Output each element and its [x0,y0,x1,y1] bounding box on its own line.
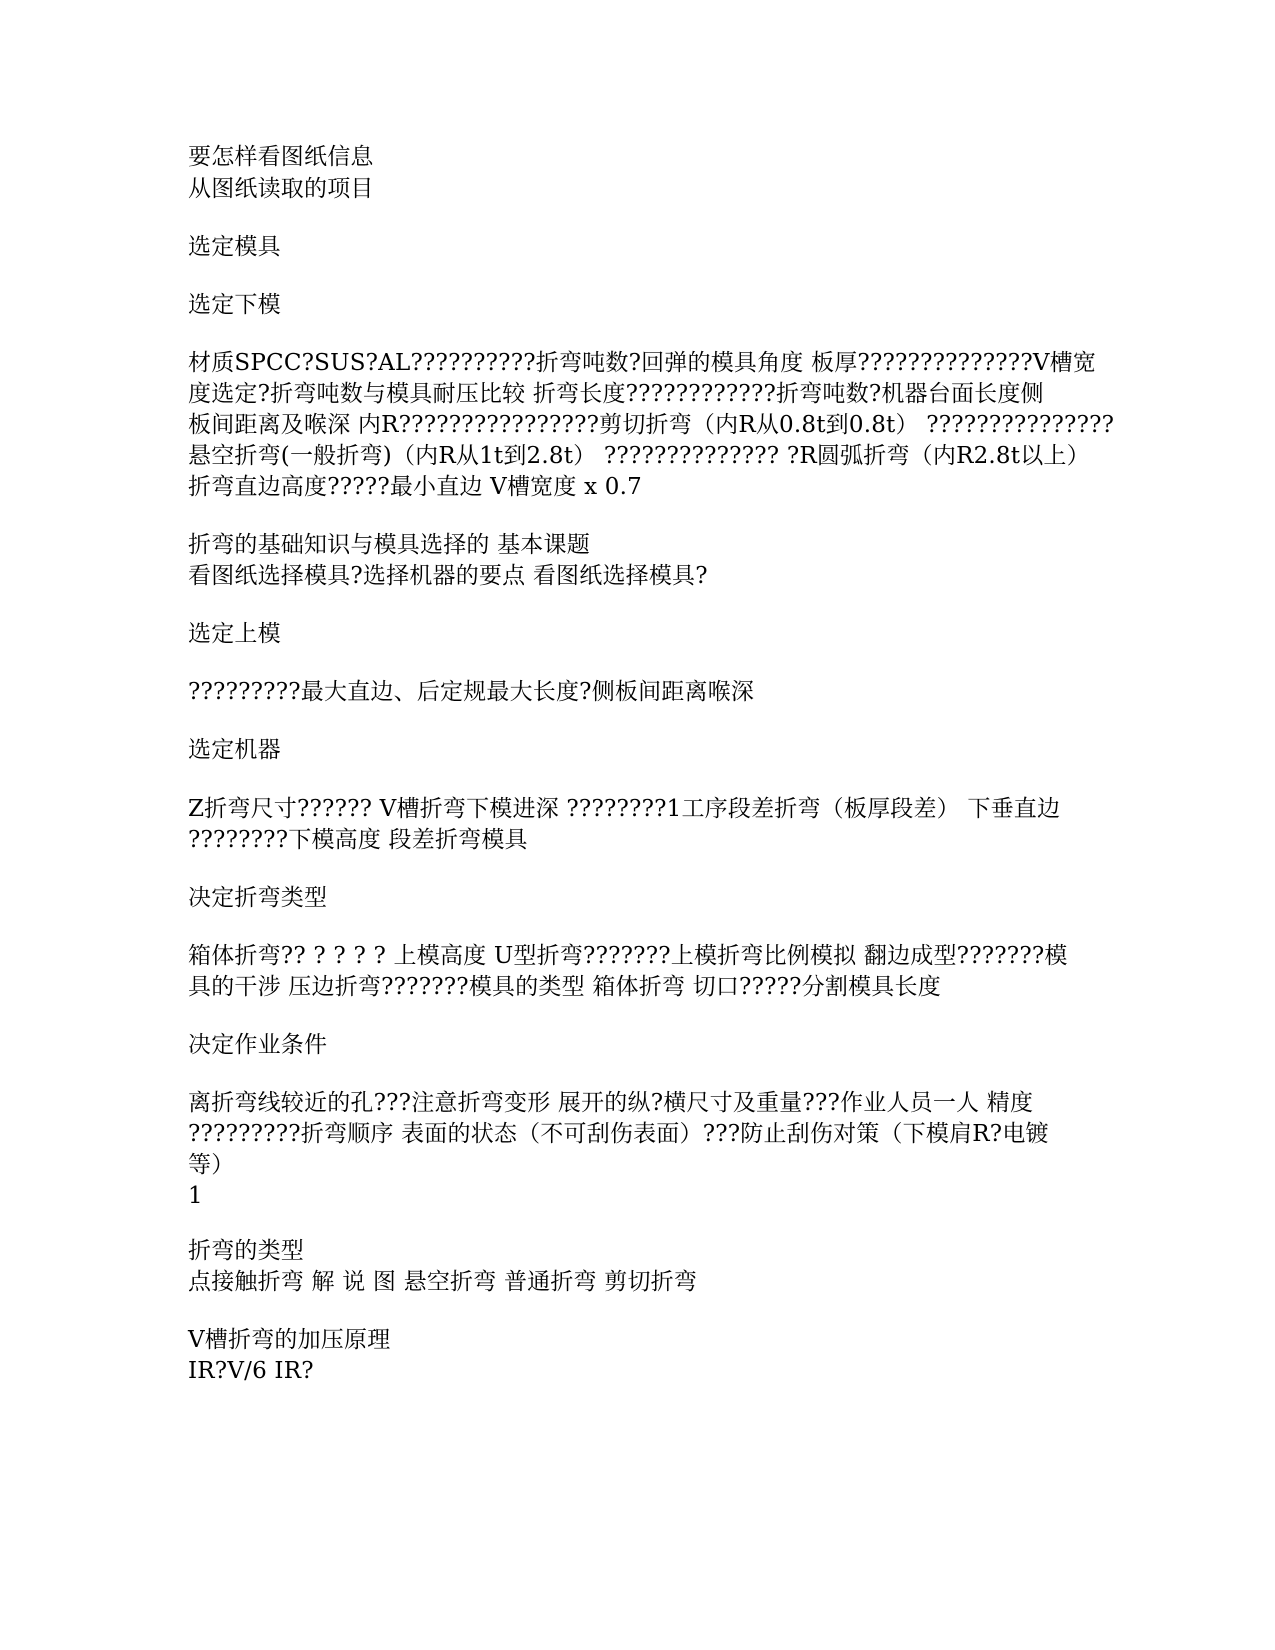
paragraph-bending-kinds: 点接触折弯 解 说 图 悬空折弯 普通折弯 剪切折弯 [188,1269,698,1295]
paragraph-lower-die-line-3: 板间距离及喉深 内R????????????????剪切折弯（内R从0.8t到0.8t） ??????????????? [188,412,1115,438]
heading-v-groove-principle: V槽折弯的加压原理 [188,1327,391,1353]
paragraph-work-conditions-line-1: 离折弯线较近的孔???注意折弯变形 展开的纵?横尺寸及重量???作业人员一人 精度 [188,1090,1034,1116]
heading-work-conditions: 决定作业条件 [188,1032,328,1058]
heading-basic-topics: 折弯的基础知识与模具选择的 基本课题 [188,532,590,558]
heading-how-to-read-drawing: 要怎样看图纸信息 [188,144,374,170]
paragraph-bending-type-line-2: 具的干涉 压边折弯???????模具的类型 箱体折弯 切口?????分割模具长度 [188,974,941,1000]
heading-select-by-drawing: 看图纸选择模具?选择机器的要点 看图纸选择模具? [188,563,708,589]
paragraph-lower-die-line-4: 悬空折弯(一般折弯)（内R从1t到2.8t） ?????????????? ?R圆弧折弯（内R2.8t以上） [188,443,1090,469]
paragraph-work-conditions-line-2: ?????????折弯顺序 表面的状态（不可刮伤表面）???防止刮伤对策（下模肩R?电镀 [188,1121,1049,1147]
paragraph-machine-line-1: Z折弯尺寸?????? V槽折弯下模进深 ????????1工序段差折弯（板厚段差） 下垂直边 [188,796,1061,822]
paragraph-lower-die-line-5: 折弯直边高度?????最小直边 V槽宽度 x 0.7 [188,474,642,500]
paragraph-work-conditions-line-3: 等） [188,1152,235,1178]
paragraph-machine-line-2: ????????下模高度 段差折弯模具 [188,827,528,853]
paragraph-v-groove-formula: IR?V/6 IR? [188,1358,314,1384]
heading-bending-type: 决定折弯类型 [188,885,328,911]
page-number: 1 [188,1183,203,1209]
paragraph-bending-type-line-1: 箱体折弯?? ? ? ? ? 上模高度 U型折弯???????上模折弯比例模拟 翻边成型???????模 [188,943,1068,969]
paragraph-lower-die-line-2: 度选定?折弯吨数与模具耐压比较 折弯长度????????????折弯吨数?机器台面长度侧 [188,381,1044,407]
paragraph-upper-die: ?????????最大直边、后定规最大长度?侧板间距离喉深 [188,679,755,705]
heading-select-tooling: 选定模具 [188,234,281,260]
heading-select-lower-die: 选定下模 [188,292,281,318]
heading-select-machine: 选定机器 [188,737,281,763]
heading-bending-kinds: 折弯的类型 [188,1238,304,1264]
paragraph-lower-die-line-1: 材质SPCC?SUS?AL??????????折弯吨数?回弹的模具角度 板厚??????????????V槽宽 [188,350,1097,376]
heading-select-upper-die: 选定上模 [188,621,281,647]
heading-items-from-drawing: 从图纸读取的项目 [188,176,374,202]
